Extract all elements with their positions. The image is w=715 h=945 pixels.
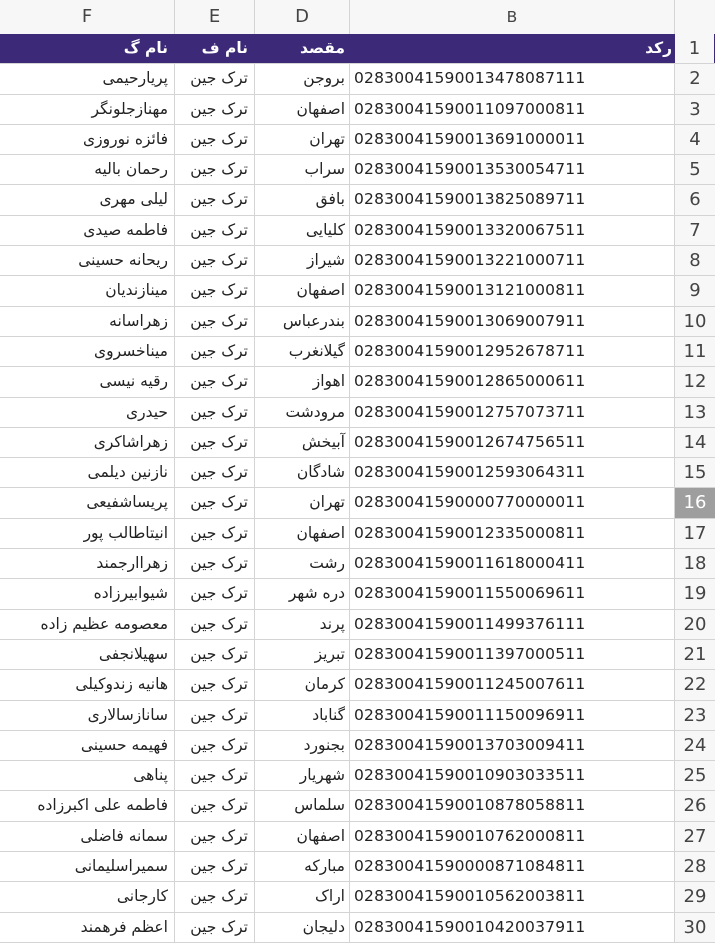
column-header-bar [0,0,715,35]
row-number[interactable]: 5 [675,155,715,184]
cell-name-first[interactable]: ترک جین [175,488,255,517]
cell-barcode[interactable]: 02830041590010762000811 [350,822,675,851]
table-row [0,852,715,882]
cell-name-first[interactable]: ترک جین [175,822,255,851]
cell-name-last[interactable]: پریساشفیعی [0,488,175,517]
cell-name-first[interactable]: ترک جین [175,458,255,487]
column-header-f[interactable]: F [0,0,175,34]
cell-name-last[interactable]: سانازسالاری [0,701,175,730]
row-number[interactable]: 7 [675,216,715,245]
cell-barcode[interactable]: 02830041590012674756511 [350,428,675,457]
cell-destination[interactable]: رشت [255,549,350,578]
cell-name-last[interactable]: حیدری [0,398,175,427]
cell-destination[interactable]: کلیایی [255,216,350,245]
cell-destination[interactable]: اصفهان [255,519,350,548]
row-number[interactable]: 15 [675,458,715,487]
cell-name-first[interactable]: ترک جین [175,307,255,336]
cell-destination[interactable]: آبیخش [255,428,350,457]
cell-destination[interactable]: اصفهان [255,822,350,851]
cell-name-last[interactable]: فائزه نوروزی [0,125,175,154]
cell-name-first[interactable]: ترک جین [175,882,255,911]
cell-destination[interactable]: گیلانغرب [255,337,350,366]
row-number[interactable]: 30 [675,913,715,942]
header-cell-d[interactable]: مقصد [255,34,350,63]
cell-name-last[interactable]: هانیه زندوکیلی [0,670,175,699]
table-row [0,791,715,821]
cell-name-last[interactable]: سمیراسلیمانی [0,852,175,881]
cell-barcode[interactable]: 02830041590012335000811 [350,519,675,548]
cell-name-last[interactable]: سمانه فاضلی [0,822,175,851]
row-number[interactable]: 1 [675,34,715,63]
table-row [0,367,715,397]
row-number[interactable]: 19 [675,579,715,608]
cell-name-last[interactable]: فاطمه صیدی [0,216,175,245]
row-number[interactable]: 16 [675,488,715,517]
cell-barcode[interactable]: 02830041590012865000611 [350,367,675,396]
cell-name-first[interactable]: ترک جین [175,519,255,548]
row-number[interactable]: 25 [675,761,715,790]
header-cell-b[interactable]: رکد [350,34,675,63]
cell-name-last[interactable]: پریارحیمی [0,64,175,93]
table-row [0,458,715,488]
cell-barcode[interactable]: 02830041590010420037911 [350,913,675,942]
cell-barcode[interactable]: 02830041590010903033511 [350,761,675,790]
row-number[interactable]: 18 [675,549,715,578]
cell-barcode[interactable]: 02830041590013703009411 [350,731,675,760]
cell-name-first[interactable]: ترک جین [175,64,255,93]
cell-name-first[interactable]: ترک جین [175,761,255,790]
cell-name-first[interactable]: ترک جین [175,276,255,305]
cell-name-last[interactable]: رقیه نیسی [0,367,175,396]
cell-barcode[interactable]: 02830041590011550069611 [350,579,675,608]
column-header-e[interactable]: E [175,0,255,34]
cell-name-last[interactable]: مهنازجلونگر [0,95,175,124]
cell-barcode[interactable]: 02830041590012757073711 [350,398,675,427]
row-number[interactable]: 24 [675,731,715,760]
cell-name-first[interactable]: ترک جین [175,95,255,124]
cell-destination[interactable]: بافق [255,185,350,214]
row-number[interactable]: 21 [675,640,715,669]
cell-barcode[interactable]: 02830041590011245007611 [350,670,675,699]
table-row [0,216,715,246]
cell-name-last[interactable]: مینازندیان [0,276,175,305]
table-row [0,276,715,306]
table-row [0,761,715,791]
cell-name-first[interactable]: ترک جین [175,731,255,760]
cell-destination[interactable]: دلیجان [255,913,350,942]
cell-name-last[interactable]: لیلی مهری [0,185,175,214]
header-cell-e[interactable]: نام ف [175,34,255,63]
table-row [0,731,715,761]
table-row [0,640,715,670]
cell-barcode[interactable]: 02830041590010878058811 [350,791,675,820]
cell-name-first[interactable]: ترک جین [175,791,255,820]
table-row [0,398,715,428]
table-row [0,488,715,518]
cell-name-first[interactable]: ترک جین [175,852,255,881]
cell-name-last[interactable]: نازنین دیلمی [0,458,175,487]
table-row [0,185,715,215]
cell-destination[interactable]: شادگان [255,458,350,487]
table-row [0,125,715,155]
cell-destination[interactable]: گناباد [255,701,350,730]
row-number[interactable]: 20 [675,610,715,639]
cell-destination[interactable]: اهواز [255,367,350,396]
table-row [0,519,715,549]
table-row [0,307,715,337]
table-row [0,155,715,185]
table-row [0,95,715,125]
table-row [0,337,715,367]
cell-barcode[interactable]: 02830041590011150096911 [350,701,675,730]
cell-name-first[interactable]: ترک جین [175,610,255,639]
row-number[interactable]: 22 [675,670,715,699]
cell-name-last[interactable]: سهیلانجفی [0,640,175,669]
row-number[interactable]: 4 [675,125,715,154]
cell-destination[interactable]: بجنورد [255,731,350,760]
cell-barcode[interactable]: 02830041590013320067511 [350,216,675,245]
cell-name-first[interactable]: ترک جین [175,398,255,427]
cell-name-last[interactable]: کارجانی [0,882,175,911]
cell-barcode[interactable]: 02830041590011618000411 [350,549,675,578]
cell-destination[interactable]: تبریز [255,640,350,669]
sheet-rows [0,34,715,943]
cell-name-last[interactable]: زهراشاکری [0,428,175,457]
cell-destination[interactable]: اراک [255,882,350,911]
table-row [0,610,715,640]
row-number[interactable]: 14 [675,428,715,457]
row-number[interactable]: 27 [675,822,715,851]
select-all-corner[interactable] [675,0,715,34]
table-row [0,882,715,912]
row-number[interactable]: 17 [675,519,715,548]
cell-name-first[interactable]: ترک جین [175,246,255,275]
cell-barcode[interactable]: 02830041590011097000811 [350,95,675,124]
cell-name-last[interactable]: میناخسروی [0,337,175,366]
cell-name-last[interactable]: زهراارجمند [0,549,175,578]
cell-barcode[interactable]: 02830041590013478087111 [350,64,675,93]
cell-name-first[interactable]: ترک جین [175,367,255,396]
cell-destination[interactable]: شهریار [255,761,350,790]
row-number[interactable]: 23 [675,701,715,730]
cell-destination[interactable]: سراب [255,155,350,184]
cell-destination[interactable]: سلماس [255,791,350,820]
cell-destination[interactable]: اصفهان [255,276,350,305]
cell-name-last[interactable]: شیوابیرزاده [0,579,175,608]
cell-name-first[interactable]: ترک جین [175,337,255,366]
cell-name-first[interactable]: ترک جین [175,155,255,184]
row-number[interactable]: 8 [675,246,715,275]
row-number[interactable]: 11 [675,337,715,366]
cell-name-last[interactable]: اعظم فرهمند [0,913,175,942]
cell-name-first[interactable]: ترک جین [175,125,255,154]
cell-name-first[interactable]: ترک جین [175,428,255,457]
cell-barcode[interactable]: 02830041590013121000811 [350,276,675,305]
column-header-d[interactable]: D [255,0,350,34]
column-header-b[interactable]: B [350,0,675,34]
cell-destination[interactable]: کرمان [255,670,350,699]
cell-barcode[interactable]: 02830041590013825089711 [350,185,675,214]
cell-destination[interactable]: مبارکه [255,852,350,881]
cell-name-first[interactable]: ترک جین [175,185,255,214]
table-row [0,246,715,276]
cell-name-last[interactable]: انیتاطالب پور [0,519,175,548]
cell-barcode[interactable]: 02830041590013069007911 [350,307,675,336]
table-row [0,579,715,609]
row-number[interactable]: 12 [675,367,715,396]
cell-name-first[interactable]: ترک جین [175,549,255,578]
cell-destination[interactable]: شیراز [255,246,350,275]
cell-name-first[interactable]: ترک جین [175,579,255,608]
row-number[interactable]: 6 [675,185,715,214]
cell-name-last[interactable]: پناهی [0,761,175,790]
cell-barcode[interactable]: 02830041590000871084811 [350,852,675,881]
cell-name-first[interactable]: ترک جین [175,640,255,669]
cell-destination[interactable]: بندرعباس [255,307,350,336]
cell-barcode[interactable]: 02830041590010562003811 [350,882,675,911]
cell-barcode[interactable]: 02830041590000770000011 [350,488,675,517]
row-number[interactable]: 13 [675,398,715,427]
cell-name-last[interactable]: فاطمه علی اکبرزاده [0,791,175,820]
header-row [0,34,715,64]
cell-barcode[interactable]: 02830041590012593064311 [350,458,675,487]
cell-destination[interactable]: مرودشت [255,398,350,427]
cell-name-first[interactable]: ترک جین [175,913,255,942]
cell-destination[interactable]: اصفهان [255,95,350,124]
cell-destination[interactable]: پرند [255,610,350,639]
cell-barcode[interactable]: 02830041590011397000511 [350,640,675,669]
cell-name-first[interactable]: ترک جین [175,216,255,245]
row-number[interactable]: 29 [675,882,715,911]
row-number[interactable]: 26 [675,791,715,820]
cell-barcode[interactable]: 02830041590013691000011 [350,125,675,154]
row-number[interactable]: 28 [675,852,715,881]
cell-name-last[interactable]: معصومه عظیم زاده [0,610,175,639]
table-row [0,822,715,852]
row-number[interactable]: 2 [675,64,715,93]
cell-destination[interactable]: تهران [255,488,350,517]
table-row [0,701,715,731]
cell-destination[interactable]: دره شهر [255,579,350,608]
table-row [0,913,715,943]
cell-name-last[interactable]: زهراسانه [0,307,175,336]
table-row [0,64,715,94]
row-number[interactable]: 9 [675,276,715,305]
cell-barcode[interactable]: 02830041590013530054711 [350,155,675,184]
cell-name-first[interactable]: ترک جین [175,701,255,730]
cell-name-last[interactable]: فهیمه حسینی [0,731,175,760]
cell-name-last[interactable]: ریحانه حسینی [0,246,175,275]
cell-destination[interactable]: بروجن [255,64,350,93]
cell-barcode[interactable]: 02830041590013221000711 [350,246,675,275]
cell-destination[interactable]: تهران [255,125,350,154]
cell-barcode[interactable]: 02830041590011499376111 [350,610,675,639]
row-number[interactable]: 10 [675,307,715,336]
cell-name-first[interactable]: ترک جین [175,670,255,699]
table-row [0,670,715,700]
table-row [0,549,715,579]
cell-barcode[interactable]: 02830041590012952678711 [350,337,675,366]
table-row [0,428,715,458]
header-cell-f[interactable]: نام گ [0,34,175,63]
cell-name-last[interactable]: رحمان بالیه [0,155,175,184]
row-number[interactable]: 3 [675,95,715,124]
